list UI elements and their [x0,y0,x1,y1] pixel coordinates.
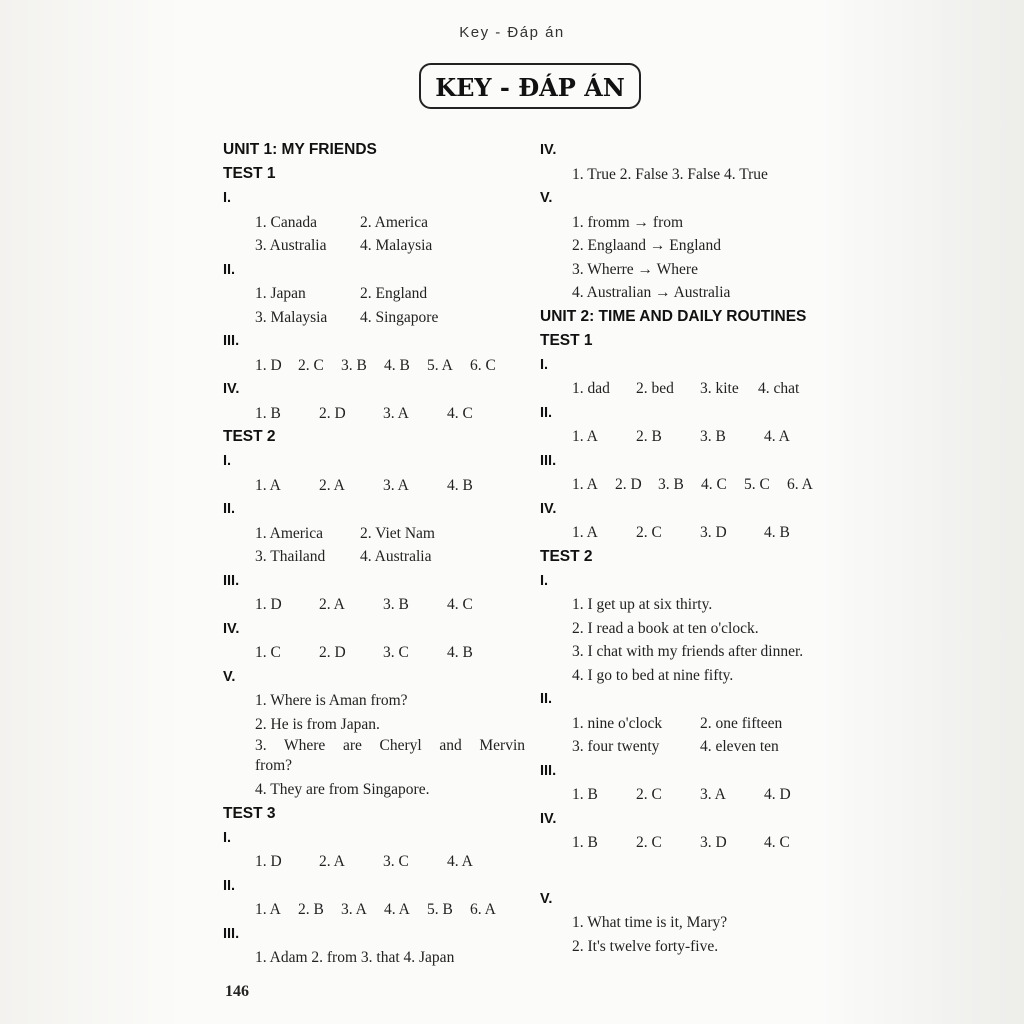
section-number: IV. [540,500,557,517]
answer-row: 3. Australia 4. Malaysia [255,237,433,254]
answer-line: 1. fromm → from [572,213,684,231]
running-header: Key - Đáp án [459,24,565,41]
answer-row: 1. Canada 2. America [255,213,429,231]
section-number: IV. [223,381,240,397]
section-number: III. [540,452,557,469]
section-number: I. [223,190,232,206]
section-number: III. [540,762,557,779]
answer-line: 3. Where are Cheryl and Mervin from? [255,737,525,774]
answer-line: 1. I get up at six thirty. [572,596,713,613]
section-number: V. [540,190,553,206]
answer-line: 1. True 2. False 3. False 4. True [572,165,768,183]
answer-line: 2. I read a book at ten o'clock. [572,619,759,637]
section-number: III. [223,333,240,349]
section-number: V. [540,890,553,907]
answer-row: 1. D 2. A 3. C 4. A [255,853,473,870]
answer-line: 2. Englaand → England [572,237,721,254]
answer-row: 1. B 2. C 3. A 4. D [572,786,791,803]
test-label: TEST 2 [540,547,593,565]
answer-line: 4. They are from Singapore. [255,781,430,798]
unit-title: UNIT 2: TIME AND DAILY ROUTINES [540,307,807,325]
answer-line: 4. Australian → Australia [572,284,731,301]
answer-row: 1. dad 2. bed 3. kite 4. chat [572,380,800,397]
section-number: II. [223,261,236,278]
answer-row: 1. D 2. A 3. B 4. C [255,596,473,613]
answer-row: 3. Thailand 4. Australia [255,548,432,565]
answer-row: 1. A 2. B 3. A 4. A 5. B 6. A [255,901,496,918]
answer-row: 1. A 2. B 3. B 4. A [572,428,790,445]
answer-line: 4. I go to bed at nine fifty. [572,666,734,684]
left-column [223,138,533,970]
answer-row: 1. nine o'clock 2. one fifteen [572,714,783,732]
answer-line: 3. Wherre → Where [572,260,698,278]
section-number: IV. [540,142,557,158]
answer-row: 3. Malaysia 4. Singapore [255,308,439,326]
section-number: III. [223,572,240,589]
test-label: TEST 2 [223,428,276,445]
right-column [540,138,840,958]
section-number: IV. [223,620,240,637]
answer-line: 1. Where is Aman from? [255,692,408,709]
answer-line: 2. It's twelve forty-five. [572,937,719,955]
answer-row: 1. A 2. D 3. B 4. C 5. C 6. A [572,476,813,493]
answer-row: 1. C 2. D 3. C 4. B [255,644,473,661]
test-label: TEST 1 [540,331,593,349]
answer-row: 1. A 2. A 3. A 4. B [255,476,473,494]
answer-line: 3. I chat with my friends after dinner. [572,643,804,660]
section-number: I. [223,453,232,469]
answer-row: 1. D 2. C 3. B 4. B 5. A 6. C [255,356,496,374]
section-number: II. [223,877,236,894]
answer-row: 1. B 2. D 3. A 4. C [255,404,473,422]
answer-row: 1. Japan 2. England [255,285,428,302]
section-number: II. [223,501,236,517]
section-number: I. [223,829,232,846]
answer-row: 1. A 2. C 3. D 4. B [572,524,790,541]
unit-title: UNIT 1: MY FRIENDS [223,141,377,158]
page-number: 146 [225,983,249,1000]
section-number: V. [223,668,236,685]
section-number: III. [223,925,240,942]
answer-row: 1. America 2. Viet Nam [255,524,435,542]
answer-line: 1. What time is it, Mary? [572,914,728,931]
section-number: II. [540,404,553,421]
page-title: KEY - ĐÁP ÁN [419,63,641,109]
section-number: I. [540,356,549,373]
answer-row: 1. B 2. C 3. D 4. C [572,834,790,851]
section-number: II. [540,691,553,707]
test-label: TEST 3 [223,804,276,822]
section-number: IV. [540,810,557,827]
section-number: I. [540,572,549,589]
answer-row: 3. four twenty 4. eleven ten [572,738,779,755]
answer-line: 2. He is from Japan. [255,715,380,733]
test-label: TEST 1 [223,165,276,182]
answer-line: 1. Adam 2. from 3. that 4. Japan [255,949,455,966]
